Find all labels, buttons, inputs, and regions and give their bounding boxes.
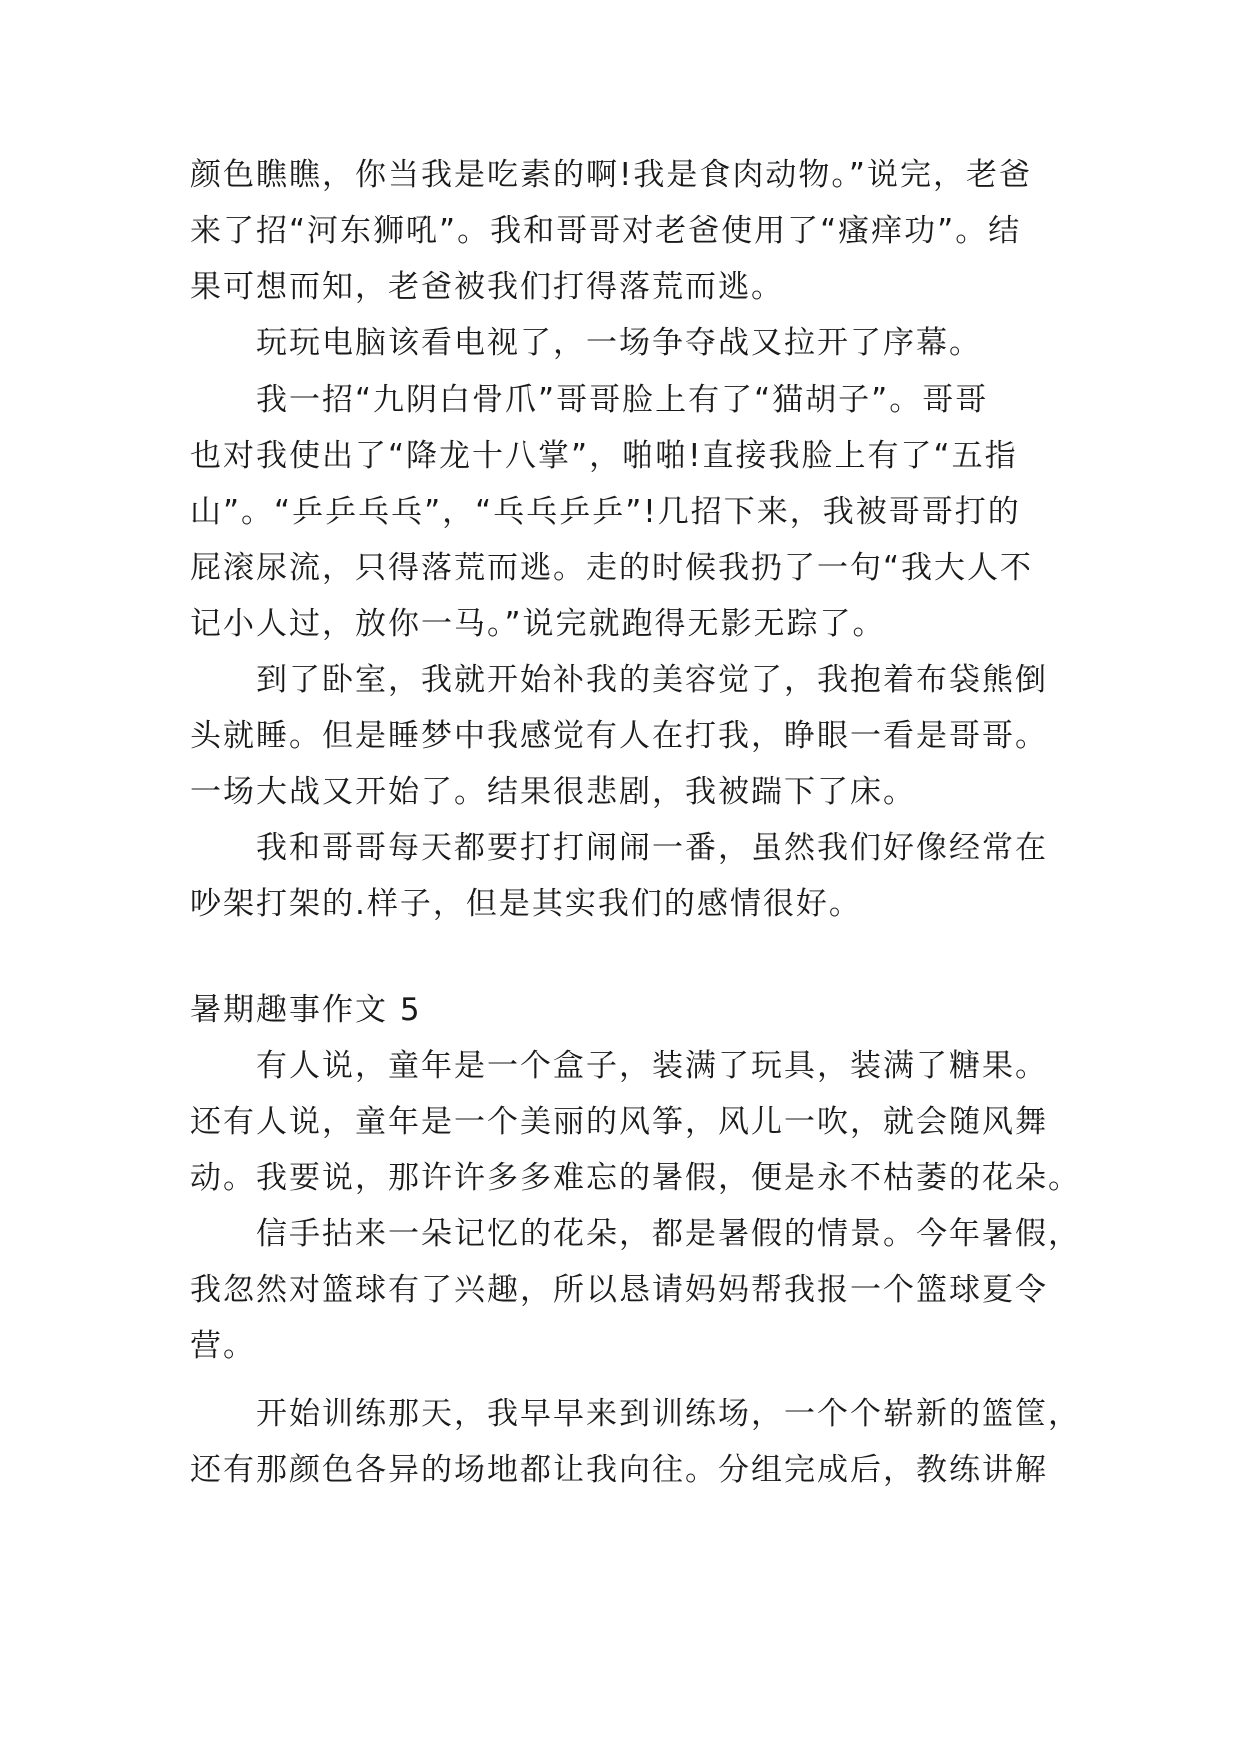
paragraph-line: 动。我要说，那许许多多难忘的暑假，便是永不枯萎的花朵。 — [190, 1160, 1081, 1196]
paragraph-line: 我忽然对篮球有了兴趣，所以恳请妈妈帮我报一个篮球夏令 — [190, 1272, 1048, 1308]
paragraph-line: 一场大战又开始了。结果很悲剧，我被踹下了床。 — [190, 774, 916, 810]
paragraph-line: 颜色瞧瞧，你当我是吃素的啊!我是食肉动物。”说完，老爸 — [190, 157, 1032, 193]
paragraph-line: 玩玩电脑该看电视了，一场争夺战又拉开了序幕。 — [256, 325, 982, 361]
paragraph-line: 吵架打架的.样子，但是其实我们的感情很好。 — [190, 886, 862, 922]
paragraph-line: 到了卧室，我就开始补我的美容觉了，我抱着布袋熊倒 — [256, 662, 1048, 698]
paragraph-line: 屁滚尿流，只得落荒而逃。走的时候我扔了一句“我大人不 — [190, 550, 1034, 586]
paragraph-line: 还有那颜色各异的场地都让我向往。分组完成后，教练讲解 — [190, 1452, 1048, 1488]
paragraph-line: 我一招“九阴白骨爪”哥哥脸上有了“猫胡子”。哥哥 — [256, 382, 989, 418]
paragraph-line: 营。 — [190, 1328, 256, 1364]
paragraph-line: 山”。“乒乒乓乓”，“乓乓乒乒”!几招下来，我被哥哥打的 — [190, 494, 1021, 530]
paragraph-line: 开始训练那天，我早早来到训练场，一个个崭新的篮筐， — [256, 1396, 1081, 1432]
paragraph-line: 我和哥哥每天都要打打闹闹一番，虽然我们好像经常在 — [256, 830, 1048, 866]
paragraph-line: 还有人说，童年是一个美丽的风筝，风儿一吹，就会随风舞 — [190, 1104, 1048, 1140]
paragraph-line: 信手拈来一朵记忆的花朵，都是暑假的情景。今年暑假， — [256, 1216, 1081, 1252]
paragraph-line: 果可想而知，老爸被我们打得落荒而逃。 — [190, 269, 784, 305]
section-heading: 暑期趣事作文 5 — [190, 992, 422, 1028]
paragraph-line: 来了招“河东狮吼”。我和哥哥对老爸使用了“瘙痒功”。结 — [190, 213, 1022, 249]
paragraph-line: 有人说，童年是一个盒子，装满了玩具，装满了糖果。 — [256, 1048, 1048, 1084]
paragraph-line: 也对我使出了“降龙十八掌”，啪啪!直接我脸上有了“五指 — [190, 438, 1018, 474]
paragraph-line: 头就睡。但是睡梦中我感觉有人在打我，睁眼一看是哥哥。 — [190, 718, 1048, 754]
paragraph-line: 记小人过，放你一马。”说完就跑得无影无踪了。 — [190, 606, 886, 642]
